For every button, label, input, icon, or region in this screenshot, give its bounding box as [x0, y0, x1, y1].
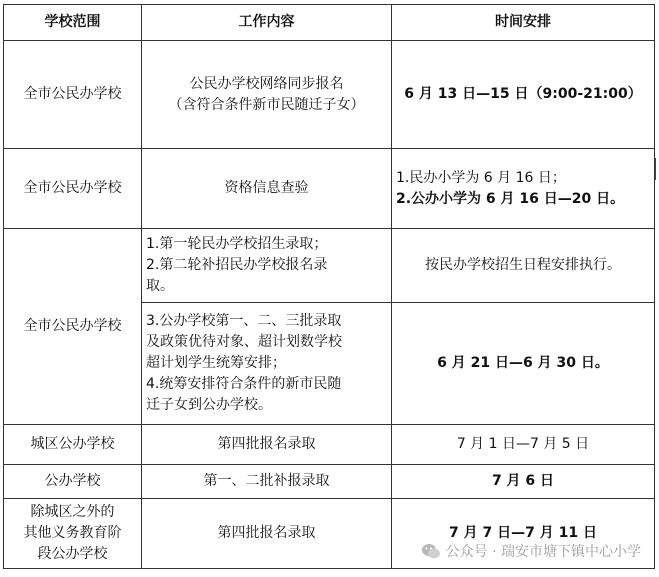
content-line: 及政策优待对象、超计划数学校: [146, 334, 342, 350]
header-schedule: 时间安排: [392, 5, 655, 41]
enrollment-schedule-table: [3, 4, 655, 569]
scope-line: 除城区之外的: [30, 504, 115, 520]
table-row: [4, 41, 655, 149]
table-row: [4, 149, 655, 229]
schedule-line: 1.民办小学为 6 月 16 日；: [396, 169, 566, 186]
watermark-text: 公众号 · 瑞安市塘下镇中心小学: [445, 544, 641, 560]
scope-cell: 全市公民办学校: [4, 41, 142, 149]
table-row: [4, 229, 655, 303]
scope-cell: 全市公民办学校: [4, 149, 142, 229]
scope-cell: [4, 499, 142, 569]
content-cell: 第一、二批补报录取: [142, 465, 392, 499]
scroll-marker: [655, 158, 656, 180]
content-cell: 第四批报名录取: [142, 499, 392, 569]
header-content: 工作内容: [142, 5, 392, 41]
schedule-cell: [392, 149, 655, 229]
scope-line: 其他义务教育阶: [23, 525, 122, 541]
schedule-cell: 6 月 21 日—6 月 30 日。: [392, 303, 655, 425]
content-cell: 第四批报名录取: [142, 425, 392, 465]
content-line: （含符合条件新市民随迁子女）: [168, 96, 365, 113]
scope-cell: 城区公办学校: [4, 425, 142, 465]
content-cell: [142, 229, 392, 303]
header-scope: 学校范围: [4, 5, 142, 41]
scope-cell: 全市公民办学校: [4, 229, 142, 425]
schedule-cell: 7 月 6 日: [392, 465, 655, 499]
scope-cell: 公办学校: [4, 465, 142, 499]
schedule-cell: 7 月 1 日—7 月 5 日: [392, 425, 655, 465]
content-line: 3.公办学校第一、二、三批录取: [146, 313, 342, 329]
table-header-row: [4, 5, 655, 41]
table-row: [4, 425, 655, 465]
wechat-icon: [421, 543, 441, 560]
content-cell: [142, 41, 392, 149]
content-line: 取。: [146, 278, 174, 294]
content-line: 超计划学生统筹安排；: [146, 355, 286, 371]
content-cell: 资格信息查验: [142, 149, 392, 229]
content-line: 4.统筹安排符合条件的新市民随: [146, 376, 342, 392]
schedule-cell: 按民办学校招生日程安排执行。: [392, 229, 655, 303]
content-cell: [142, 303, 392, 425]
schedule-cell: 6 月 13 日—15 日（9:00-21:00）: [392, 41, 655, 149]
content-line: 1.第一轮民办学校招生录取；: [146, 236, 328, 252]
content-line: 迁子女到公办学校。: [146, 397, 272, 413]
schedule-cell: 7 月 7 日—7 月 11 日: [392, 499, 655, 569]
schedule-line: 2.公办小学为 6 月 16 日—20 日。: [396, 190, 625, 207]
content-line: 2.第二轮补招民办学校报名录: [146, 257, 328, 273]
table-row: [4, 465, 655, 499]
watermark: [421, 541, 641, 561]
content-line: 公民办学校网络同步报名: [189, 75, 344, 92]
scope-line: 段公办学校: [37, 546, 108, 562]
